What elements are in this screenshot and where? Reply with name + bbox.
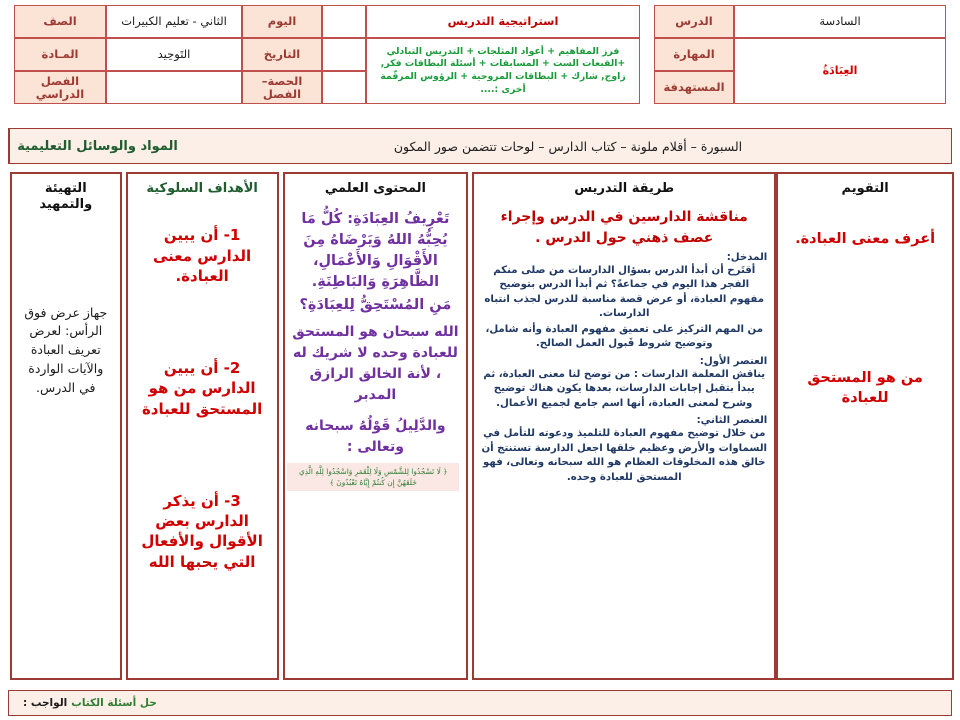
header-row-period bbox=[242, 71, 366, 104]
header-row-term bbox=[14, 71, 242, 104]
header-label-subject: المـادة bbox=[14, 38, 106, 71]
header-value-term bbox=[106, 71, 242, 104]
header-group-lesson bbox=[654, 5, 946, 105]
content-definition: تَعْرِيفُ العِبَادَةِ: كُلُّ مَا يُحِبُّهُ اللهُ وَيَرْضَاهُ مِنَ الأَقْوَالِ وَالأَعْمَالِ، الظَّاهِرَةِ وَالبَاطِنَةِ. bbox=[301, 211, 450, 291]
header-label-period: الحصة–الفصل bbox=[242, 71, 322, 104]
header-spacer bbox=[640, 5, 654, 104]
header-label-skill-2: المستهدفة bbox=[654, 71, 734, 104]
evaluation-item-1: أعرف معنى العبادة. bbox=[795, 231, 936, 248]
lesson-plan-columns bbox=[6, 172, 954, 680]
content-evidence-intro: والدَّلِيلُ قَوْلُهُ سبحانه وتعالى : bbox=[305, 418, 446, 455]
preparation-title-line2: والتمهيد bbox=[39, 197, 93, 213]
method-section-2-body: من المهم التركيز على تعميق مفهوم العبادة وأنه شامل، وتوضيح شروط قَبول العمل الصالح. bbox=[485, 323, 764, 350]
column-preparation-body bbox=[12, 216, 120, 679]
header-row-subject bbox=[14, 38, 242, 71]
header-row-day bbox=[242, 5, 366, 38]
header-label-strategy: استراتيجية التدريس bbox=[366, 5, 640, 38]
column-method-body bbox=[474, 199, 774, 678]
header-value-class: الثاني - تعليم الكبيرات bbox=[106, 5, 242, 38]
header-label-lesson: الدرس bbox=[654, 5, 734, 38]
lesson-header-table bbox=[8, 5, 952, 105]
method-section-3-body: يناقش المعلمة الدارسات : من توضح لنا معنى العبادة، ثم يبدأ بتقبل إجابات الدارسات، بعدها يكون هناك توضيح وشرح لمعنى العبادة، أنها اسم جامع لجميع الأعمال. bbox=[483, 368, 766, 409]
homework-value: حل أسئلة الكتاب bbox=[71, 697, 157, 709]
content-quran-verse: ﴿ لَا تَسْجُدُوا لِلشَّمْسِ وَلَا لِلْقَمَرِ وَاسْجُدُوا لِلَّهِ الَّذِي خَلَقَهُنَّ إِن كُنتُمْ إِيَّاهُ تَعْبُدُونَ ﴾ bbox=[287, 463, 459, 491]
header-value-skill: العِبَادَةُ bbox=[734, 38, 946, 104]
homework-label: الواجب : bbox=[23, 697, 68, 709]
materials-value: السبورة – أقلام ملونة – كتاب الدارس – لوحات تتضمن صور المكون bbox=[393, 138, 743, 154]
header-label-skill: المهارة bbox=[654, 38, 734, 71]
method-section-4-body: من خلال توضيح مفهوم العبادة للتلميذ ودعوته للتأمل في السماوات والأرض وعظيم خلقها اجعل الدارسة تستنتج أن خالق هذه المخلوقات العظام هو الله سبحانه وتعالى، فهو المستحق للعبادة وحده. bbox=[481, 428, 768, 483]
column-method-title: طريقة التدريس bbox=[574, 181, 675, 196]
header-row-date bbox=[242, 38, 366, 71]
column-objectives bbox=[126, 172, 279, 680]
header-label-date: التاريخ bbox=[242, 38, 322, 71]
header-value-period bbox=[322, 71, 366, 104]
preparation-title-line1: التهيئة bbox=[44, 181, 87, 196]
homework-inner bbox=[23, 697, 157, 709]
method-lead-text: مناقشة الدارسين في الدرس وإجراء عصف ذهني حول الدرس . bbox=[500, 209, 748, 246]
column-content-body bbox=[285, 199, 467, 678]
column-scientific-content bbox=[283, 172, 469, 680]
method-section-1-body: أقتَرح أن أبدأ الدرس بسؤال الدارسات من صلى منكم الفجر هذا اليوم في جماعةً؟ ثم أبدأ الدرس بتوضيح مفهوم العبادة، أو عرض قصة مناسبة للدرس لجذب انتباه الدارسات. bbox=[484, 264, 765, 320]
method-section-3-heading: العنصر الأول: bbox=[699, 355, 768, 367]
header-value-subject: التَوحِيد bbox=[106, 38, 242, 71]
column-evaluation-title: التقويم bbox=[841, 181, 889, 196]
materials-bar bbox=[8, 128, 952, 164]
header-group-spacer bbox=[640, 5, 654, 105]
header-group-strategy bbox=[366, 5, 640, 105]
header-row-class bbox=[14, 5, 242, 38]
content-answer: الله سبحان هو المستحق للعبادة وحده لا شريك له ، لأنة الخالق الرازق المدبر bbox=[292, 324, 459, 404]
header-value-strategy: فرز المفاهيم + أعواد المثلجات + التدريس التبادلي +القبعات الست + المسابقات + أسئلة البطاقات فكر, زاوج, شارك + البطاقات المروحية + الرؤوس المرقّمة أخرى :.... bbox=[366, 38, 640, 104]
method-section-4-heading: العنصر الثاني: bbox=[696, 415, 768, 427]
objective-item-3: 3- أن يذكر الدارس بعض الأقوال والأفعال التي يحبها الله bbox=[141, 491, 263, 571]
column-evaluation bbox=[776, 172, 954, 680]
column-content-title: المحتوى العلمي bbox=[324, 181, 426, 196]
column-teaching-method bbox=[472, 172, 776, 680]
header-row-strategy-value bbox=[366, 38, 640, 104]
header-value-date bbox=[322, 38, 366, 71]
preparation-text: جهاز عرض فوق الرأس: لعرض تعريف العبادة والآيات الواردة في الدرس. bbox=[24, 304, 108, 395]
column-objectives-title: الأهداف السلوكية bbox=[146, 181, 258, 196]
column-preparation-title bbox=[12, 174, 120, 216]
homework-footer bbox=[8, 690, 952, 716]
evaluation-item-2: من هو المستحق للعبادة bbox=[807, 369, 923, 406]
header-label-term: الفصل الدراسي bbox=[14, 71, 106, 104]
header-value-day bbox=[322, 5, 366, 38]
header-row-lesson bbox=[654, 5, 946, 38]
header-value-lesson: السادسة bbox=[734, 5, 946, 38]
column-preparation bbox=[10, 172, 122, 680]
method-section-1-heading: المدخل: bbox=[726, 251, 768, 263]
header-skill-label-stack bbox=[654, 38, 734, 104]
header-group-class bbox=[14, 5, 242, 105]
materials-label: المواد والوسائل التعليمية bbox=[9, 129, 185, 163]
header-label-class: الصف bbox=[14, 5, 106, 38]
content-question: مَنِ المُسْتَحِقُّ لِلعِبَادَةِ؟ bbox=[299, 297, 452, 314]
header-label-day: اليوم bbox=[242, 5, 322, 38]
column-evaluation-body bbox=[778, 199, 952, 678]
objective-item-2: 2- أن يبين الدارس من هو المستحق للعبادة bbox=[141, 359, 263, 418]
column-objectives-body bbox=[128, 199, 277, 678]
header-row-skill bbox=[654, 38, 946, 104]
objective-item-1: 1- أن يبين الدارس معنى العبادة. bbox=[152, 226, 252, 285]
header-row-strategy-title bbox=[366, 5, 640, 38]
header-group-day bbox=[242, 5, 366, 105]
